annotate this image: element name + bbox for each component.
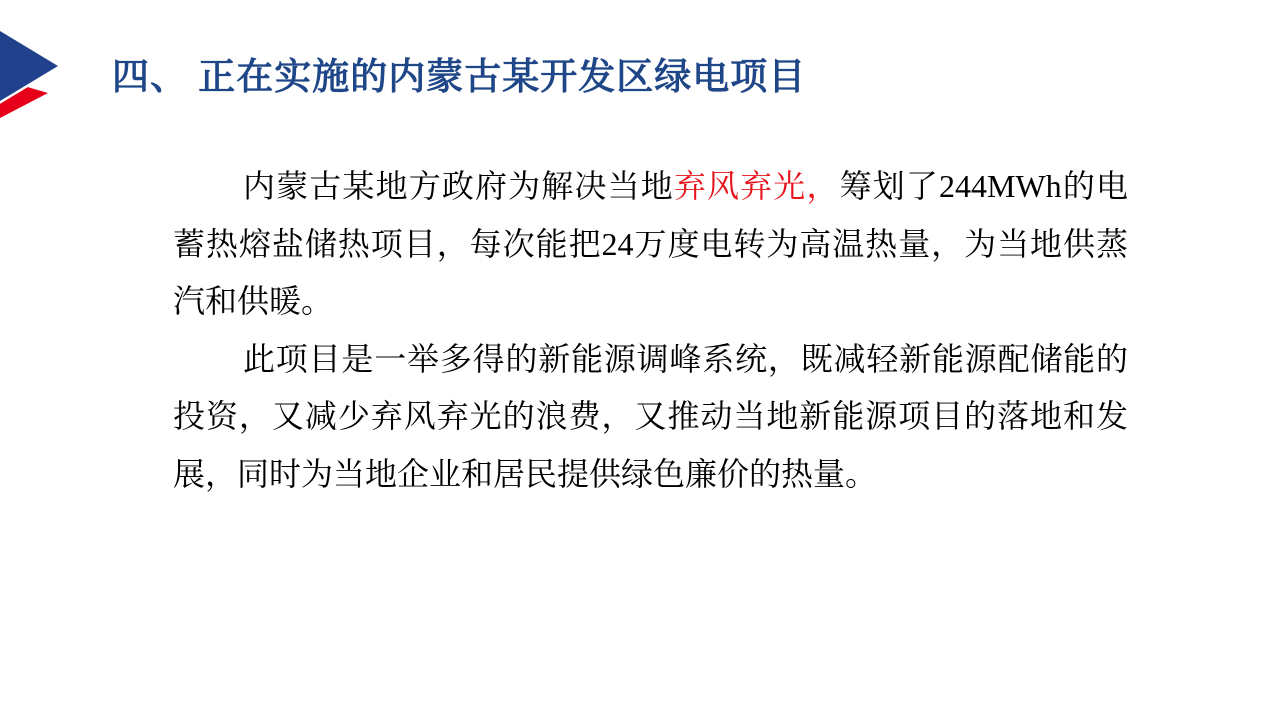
- body-text: [173, 158, 1128, 504]
- paragraph-1-lead: 内蒙古某地方政府为解决当地: [243, 168, 674, 204]
- paragraph-1-highlight: 弃风弃光，: [673, 168, 840, 204]
- corner-decoration: [0, 0, 70, 130]
- paragraph-1-rest: 筹划了244MWh的电蓄热熔盐储热项目，每次能把24万度电转为高温热量，为当地供蒸汽和供暖。: [173, 168, 1128, 320]
- paragraph-2: 此项目是一举多得的新能源调峰系统，既减轻新能源配储能的投资，又减少弃风弃光的浪费，又推动当地新能源项目的落地和发展，同时为当地企业和居民提供绿色廉价的热量。: [173, 340, 1128, 492]
- paragraph-1: [173, 158, 1128, 331]
- slide-title: 四、 正在实施的内蒙古某开发区绿电项目: [112, 57, 807, 98]
